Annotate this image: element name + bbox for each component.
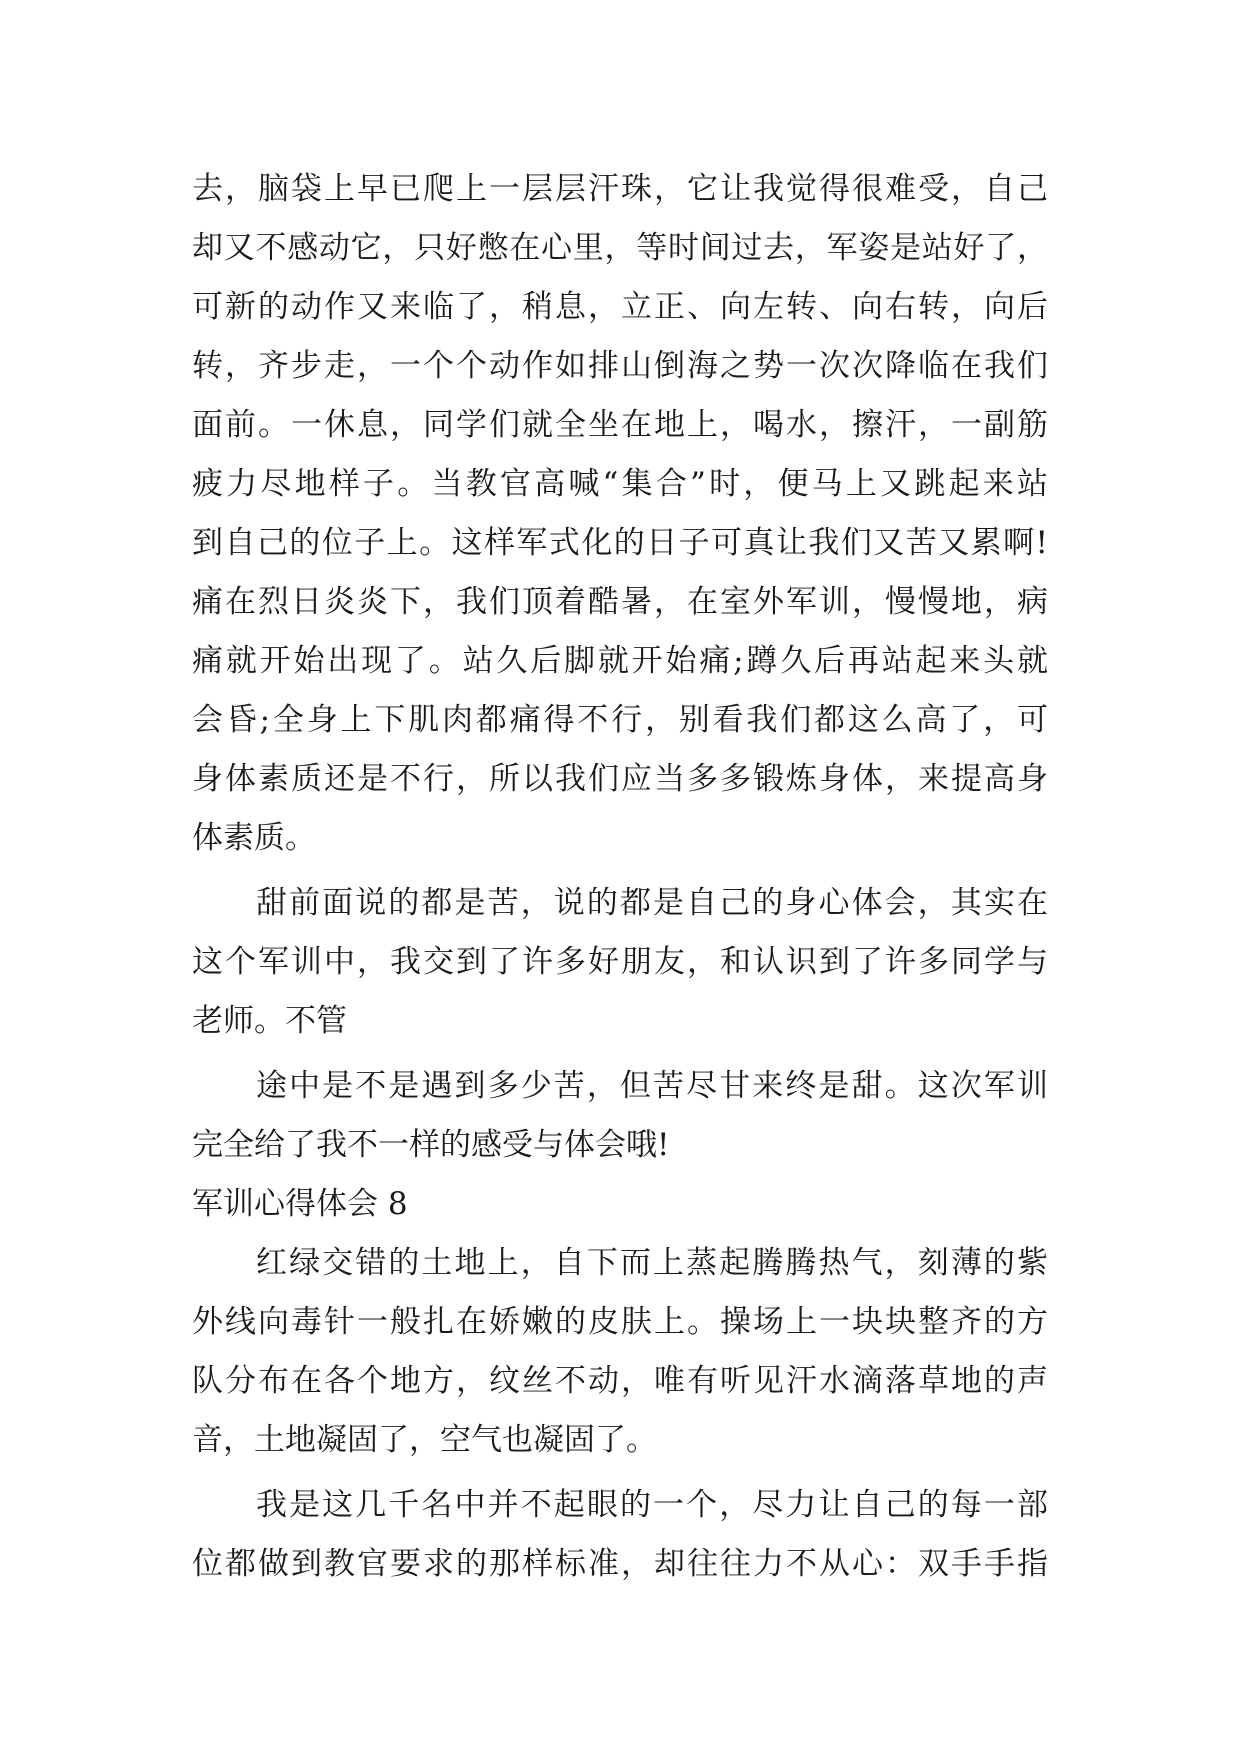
- text-line: 体素质。: [192, 820, 316, 856]
- text-line: 甜前面说的都是苦，说的都是自己的身心体会，其实在: [256, 885, 1048, 921]
- text-line: 途中是不是遇到多少苦，但苦尽甘来终是甜。这次军训: [256, 1068, 1048, 1104]
- text-line: 去，脑袋上早已爬上一层层汗珠，它让我觉得很难受，自己: [192, 171, 1048, 207]
- text-line: 音，土地凝固了，空气也凝固了。: [192, 1422, 657, 1458]
- paragraph: [192, 1234, 1048, 1470]
- text-line: 老师。不管: [192, 1003, 347, 1039]
- text-line: 会昏;全身上下肌肉都痛得不行，别看我们都这么高了，可: [192, 702, 1048, 738]
- text-line: 到自己的位子上。这样军式化的日子可真让我们又苦又累啊!: [192, 525, 1048, 561]
- text-line: 疲力尽地样子。当教官高喊“集合”时，便马上又跳起来站: [192, 466, 1048, 502]
- text-line: 红绿交错的土地上，自下而上蒸起腾腾热气，刻薄的紫: [256, 1245, 1048, 1281]
- text-line: 身体素质还是不行，所以我们应当多多锻炼身体，来提高身: [192, 761, 1048, 797]
- text-line: 完全给了我不一样的感受与体会哦!: [192, 1127, 670, 1163]
- text-line: 转，齐步走，一个个动作如排山倒海之势一次次降临在我们: [192, 348, 1048, 384]
- text-line: 这个军训中，我交到了许多好朋友，和认识到了许多同学与: [192, 944, 1048, 980]
- document-page: [192, 160, 1048, 1594]
- paragraph: [192, 1057, 1048, 1175]
- text-line: 可新的动作又来临了，稍息，立正、向左转、向右转，向后: [192, 289, 1048, 325]
- paragraph: [192, 1476, 1048, 1594]
- text-line: 面前。一休息，同学们就全坐在地上，喝水，擦汗，一副筋: [192, 407, 1048, 443]
- text-line: 痛就开始出现了。站久后脚就开始痛;蹲久后再站起来头就: [192, 643, 1048, 679]
- paragraph: [192, 160, 1048, 868]
- text-line: 痛在烈日炎炎下，我们顶着酷暑，在室外军训，慢慢地，病: [192, 584, 1048, 620]
- paragraph: [192, 874, 1048, 1051]
- section-heading: 军训心得体会 8: [192, 1186, 408, 1222]
- text-line: 却又不感动它，只好憋在心里，等时间过去，军姿是站好了，: [192, 230, 1048, 266]
- text-line: 位都做到教官要求的那样标准，却往往力不从心：双手手指: [192, 1546, 1048, 1582]
- text-line: 队分布在各个地方，纹丝不动，唯有听见汗水滴落草地的声: [192, 1363, 1048, 1399]
- text-line: 我是这几千名中并不起眼的一个，尽力让自己的每一部: [256, 1487, 1048, 1523]
- text-line: 外线向毒针一般扎在娇嫩的皮肤上。操场上一块块整齐的方: [192, 1304, 1048, 1340]
